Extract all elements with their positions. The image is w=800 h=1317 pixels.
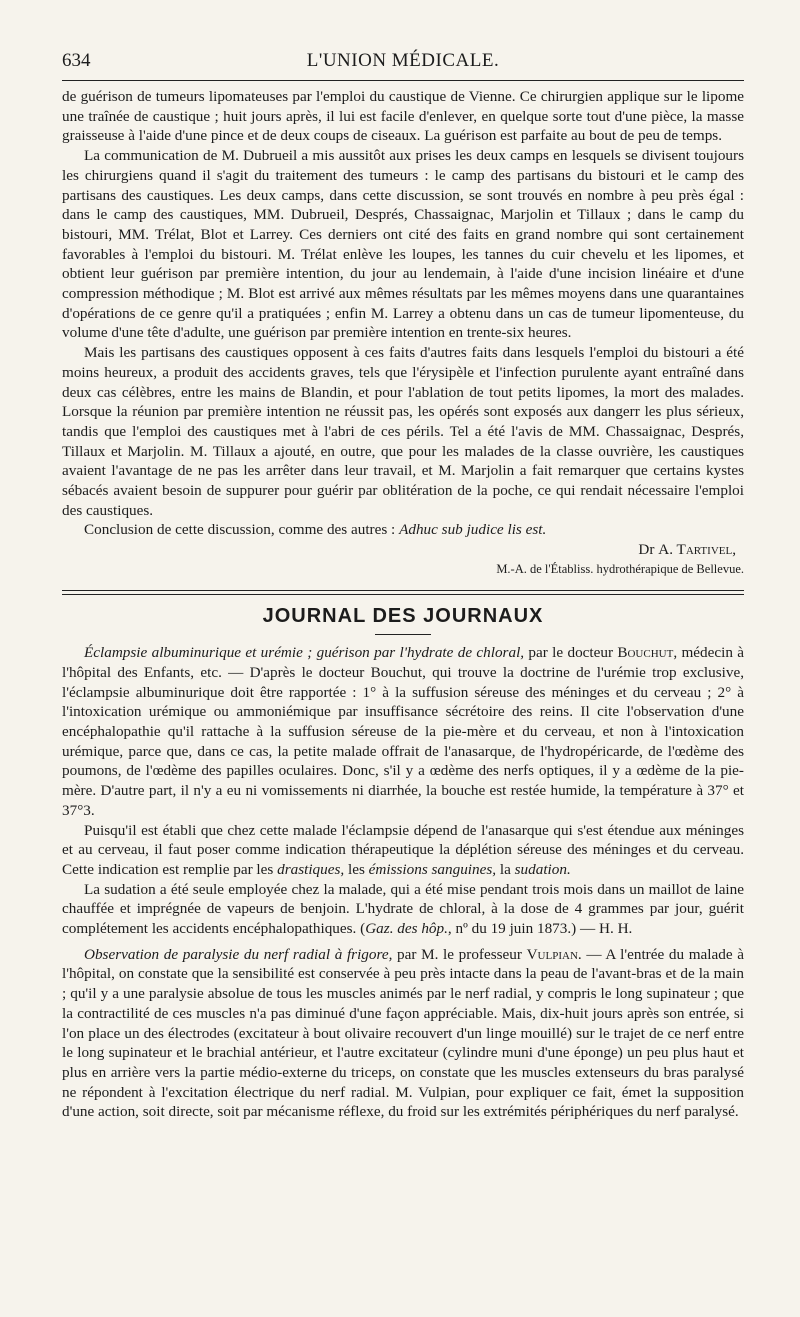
article-paragraph: Observation de paralysie du nerf radial à frigore, par M. le professeur Vulpian. — A l'entrée du malade à l'hôpital, on constate que la sensibilité est conservée à peu près intacte dans la peau de l'avant-bras et de la main ; qu'il y a une paralysie absolue de tous les muscles animés par le nerf radial, y compris le long supinateur ; que la contractilité de ces muscles n'a pas diminué d'une façon appréciable. Mais, dix-huit jours après son entrée, si l'on place un des électrodes (excitateur à bout olivaire recouvert d'un linge mouillé) sur le trajet de ce nerf entre le long supinateur et le brachial antérieur, et l'autre excitateur (cylindre muni d'une éponge) un peu plus haut et plus en arrière vers la partie médio-externe du triceps, on constate que les muscles extenseurs du bras paralysé ne répondent à l'excitation électrique du nerf radial. M. Vulpian, pour expliquer ce fait, émet la supposition d'une action, soit directe, soit par mécanisme réflexe, du froid sur les extrémités périphériques du nerf paralysé. [62,945,744,1121]
conclusion-paragraph [62,520,744,540]
header-rule [62,80,744,81]
article-title: Éclampsie albuminurique et urémie ; guérison par l'hydrate de chloral, [84,644,525,662]
article-paragraph: Puisqu'il est établi que chez cette malade l'éclampsie dépend de l'anasarque qui s'est étendue aux méninges et au cerveau, il faut poser comme indication thérapeutique la déplétion séreuse des méninges et du cerveau. Cette indication est remplie par les drastiques, les émissions sanguines, la sudation. [62,821,744,878]
continued-article [62,87,744,540]
article-author: Bouchut [617,644,674,662]
page-number: 634 [62,50,91,71]
article-paragraph: La sudation a été seule employée chez la malade, qui a été mise pendant trois mois dans un maillot de laine chauffée et imprégnée de vapeurs de benjoin. L'hydrate de chloral, à la dose de 4 grammes par jour, guérit complétement les accidents encéphalopathiques. (Gaz. des hôp., nº du 19 juin 1873.) — H. H. [62,880,744,938]
journal-title: L'UNION MÉDICALE. [306,50,500,71]
article-eclampsie [62,643,744,939]
signature-title: Dr [638,541,655,559]
running-head [62,40,744,74]
signature-name: A. Tartivel, [658,541,736,559]
article-author: Vulpian [526,945,578,963]
heading-rule [375,634,431,635]
paragraph: La communication de M. Dubrueil a mis aussitôt aux prises les deux camps en lesquels se divisent toujours les chirurgiens quand il s'agit du traitement des tumeurs : le camp des partisans du bistouri et le camp des partisans des caustiques. Les deux camps, dans cette discussion, se sont trouvés en nombre à peu près égal : dans le camp des caustiques, MM. Dubrueil, Després, Chassaignac, Marjolin et Tillaux ; dans le camp du bistouri, MM. Trélat, Blot et Larrey. Ces derniers ont cité des faits en grand nombre qui sont certainement favorables à l'emploi du bistouri. M. Trélat enlève les loupes, les tannes du cuir chevelu et les lipomes, et obtient leur guérison par première intention, du jour au lendemain, à l'aide d'une incision linéaire et d'une compression méthodique ; M. Blot est arrivé aux mêmes résultats par les mêmes moyens dans une quarantaines d'opérations de ce genre qu'il a pratiquées ; enfin M. Larrey a obtenu dans un cas de tumeur lipomenteuse, du volume d'une tête d'adulte, une guérison par première intention en trente-six heures. [62,147,744,342]
section-heading: JOURNAL DES JOURNAUX [262,605,544,628]
article-title: Observation de paralysie du nerf radial à frigore, [84,945,393,963]
article-paragraph: Éclampsie albuminurique et urémie ; guérison par l'hydrate de chloral, par le docteur Bouchut, médecin à l'hôpital des Enfants, etc. — D'après le docteur Bouchut, qui trouve la doctrine de l'urémie trop exclusive, l'éclampsie albuminurique doit être rapportée : 1° à la suffusion séreuse des méninges et du cerveau ; 2° à l'intoxication urémique ou ammoniémique par insuffisance sécrétoire des reins. Il cite l'observation d'une encéphalopathie qu'il rattache à la suffusion séreuse de la pie-mère et du cerveau, et non à l'intoxication urémique, parce que, dans ce cas, la petite malade offrait de l'anasarque, de l'hydropéricarde, de l'œdème des poumons, de l'œdème des papilles oculaires. Donc, s'il y a œdème des nerfs optiques, il y a œdème de la pie-mère. D'autre part, il n'y a eu ni vomissements ni diarrhée, la bouche est restée humide, la température à 37° et 37°3. [62,644,744,819]
conclusion-latin: Adhuc sub judice lis est. [399,521,547,539]
paragraph: Mais les partisans des caustiques opposent à ces faits d'autres faits dans lesquels l'emploi du bistouri a été moins heureux, a produit des accidents graves, tels que l'érysipèle et l'infection purulente ayant entraîné dans deux cas célèbres, entre les mains de Blandin, et pour l'ablation de tout petits lipomes, la mort des malades. Lorsque la réunion par première intention ne réussit pas, les opérés sont exposés aux dangerr les plus sérieux, tandis que l'emploi des caustiques met à l'abri de ces périls. Tel a été l'avis de MM. Chassaignac, Després, Tillaux et Marjolin. M. Tillaux a ajouté, en outre, que pour les malades de la classe ouvrière, les caustiques avaient l'avantage de ne pas les arrêter dans leur travail, et M. Marjolin a fait remarquer que certains kystes sébacés avaient besoin de suppurer pour guérir par oblitération de la poche, ce qui rendait nécessaire l'emploi des caustiques. [62,344,744,519]
paragraph: de guérison de tumeurs lipomateuses par l'emploi du caustique de Vienne. Ce chirurgien applique sur le lipome une traînée de caustique ; huit jours après, il lui est facile d'enlever, en quelque sorte tout d'une pièce, la masse graisseuse à l'aide d'une pince et de deux coups de ciseaux. La guérison est parfaite au bout de peu de temps. [62,88,744,145]
signature [62,540,744,560]
article-paralysie [62,945,744,1122]
section-divider [62,590,744,595]
signature-affiliation: M.-A. de l'Établiss. hydrothérapique de Bellevue. [496,562,744,577]
conclusion-text: Conclusion de cette discussion, comme des autres : [84,521,400,539]
citation-source: Gaz. des hôp. [365,920,448,938]
